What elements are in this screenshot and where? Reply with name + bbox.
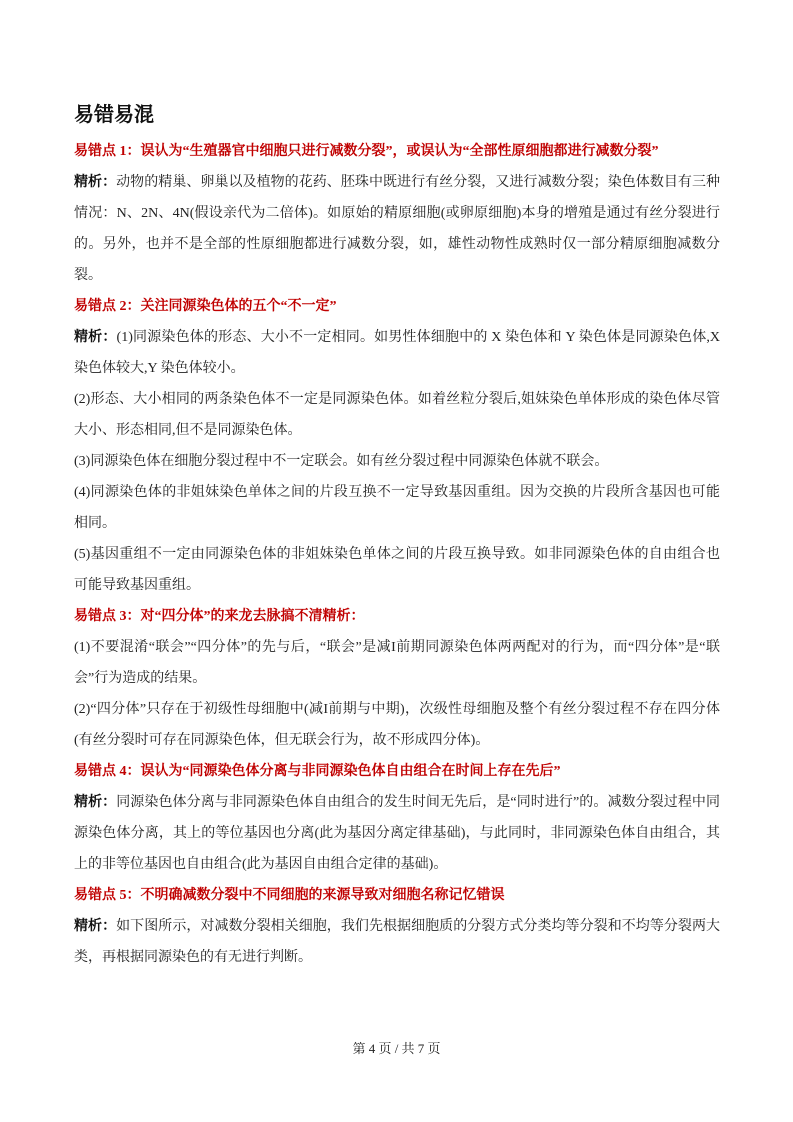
- point-5-heading: 易错点 5：不明确减数分裂中不同细胞的来源导致对细胞名称记忆错误: [74, 888, 505, 903]
- analysis-label: 精析：: [74, 919, 117, 934]
- point-2-heading: 易错点 2：关注同源染色体的五个“不一定”: [74, 299, 337, 314]
- point-2-item-2: (2)形态、大小相同的两条染色体不一定是同源染色体。如着丝粒分裂后,姐妹染色单体形成的染色体尽管大小、形态相同,但不是同源染色体。: [74, 392, 720, 438]
- point-2-item-5: (5)基因重组不一定由同源染色体的非姐妹染色单体之间的片段互换导致。如非同源染色体的自由组合也可能导致基因重组。: [74, 547, 720, 593]
- analysis-text: 动物的精巢、卵巢以及植物的花药、胚珠中既进行有丝分裂，又进行减数分裂；染色体数目有三种情况：N、2N、4N(假设亲代为二倍体)。如原始的精原细胞(或卵原细胞)本身的增殖是通过有丝分裂进行的。另外，也并不是全部的性原细胞都进行减数分裂，如，雄性动物性成熟时仅一部分精原细胞减数分裂。: [74, 175, 721, 283]
- analysis-label: 精析：: [74, 175, 117, 190]
- point-2-item-1: [74, 322, 720, 384]
- analysis-text: (1)同源染色体的形态、大小不一定相同。如男性体细胞中的 X 染色体和 Y 染色体是同源染色体,X 染色体较大,Y 染色体较小。: [74, 330, 720, 376]
- point-1-analysis: [74, 167, 720, 291]
- analysis-text: 如下图所示，对减数分裂相关细胞，我们先根据细胞质的分裂方式分类均等分裂和不均等分裂两大类，再根据同源染色的有无进行判断。: [74, 919, 721, 965]
- point-3-item-2: (2)“四分体”只存在于初级性母细胞中(减I前期与中期)，次级性母细胞及整个有丝分裂过程不存在四分体(有丝分裂时可存在同源染色体，但无联会行为，故不形成四分体)。: [74, 702, 720, 748]
- point-5-analysis: [74, 911, 720, 973]
- document-body: [74, 98, 720, 973]
- point-2-item-3: (3)同源染色体在细胞分裂过程中不一定联会。如有丝分裂过程中同源染色体就不联会。: [74, 454, 609, 469]
- analysis-text: 同源染色体分离与非同源染色体自由组合的发生时间无先后，是“同时进行”的。减数分裂过程中同源染色体分离，其上的等位基因也分离(此为基因分离定律基础)，与此同时，非同源染色体自由组合，其上的非等位基因也自由组合(此为基因自由组合定律的基础)。: [74, 795, 720, 872]
- point-4-heading: 易错点 4：误认为“同源染色体分离与非同源染色体自由组合在时间上存在先后”: [74, 764, 561, 779]
- section-title: 易错易混: [74, 104, 154, 126]
- point-4-analysis: [74, 787, 720, 880]
- point-3-item-1: (1)不要混淆“联会”“四分体”的先与后，“联会”是减I前期同源染色体两两配对的行为，而“四分体”是“联会”行为造成的结果。: [74, 640, 720, 686]
- analysis-label: 精析：: [74, 795, 117, 810]
- analysis-label: 精析：: [74, 330, 117, 345]
- point-1-heading: 易错点 1：误认为“生殖器官中细胞只进行减数分裂”，或误认为“全部性原细胞都进行减数分裂”: [74, 144, 659, 159]
- point-2-item-4: (4)同源染色体的非姐妹染色单体之间的片段互换不一定导致基因重组。因为交换的片段所含基因也可能相同。: [74, 485, 720, 531]
- page-footer: 第 4 页 / 共 7 页: [352, 1041, 441, 1056]
- point-3-heading: 易错点 3：对“四分体”的来龙去脉搞不清精析：: [74, 609, 365, 624]
